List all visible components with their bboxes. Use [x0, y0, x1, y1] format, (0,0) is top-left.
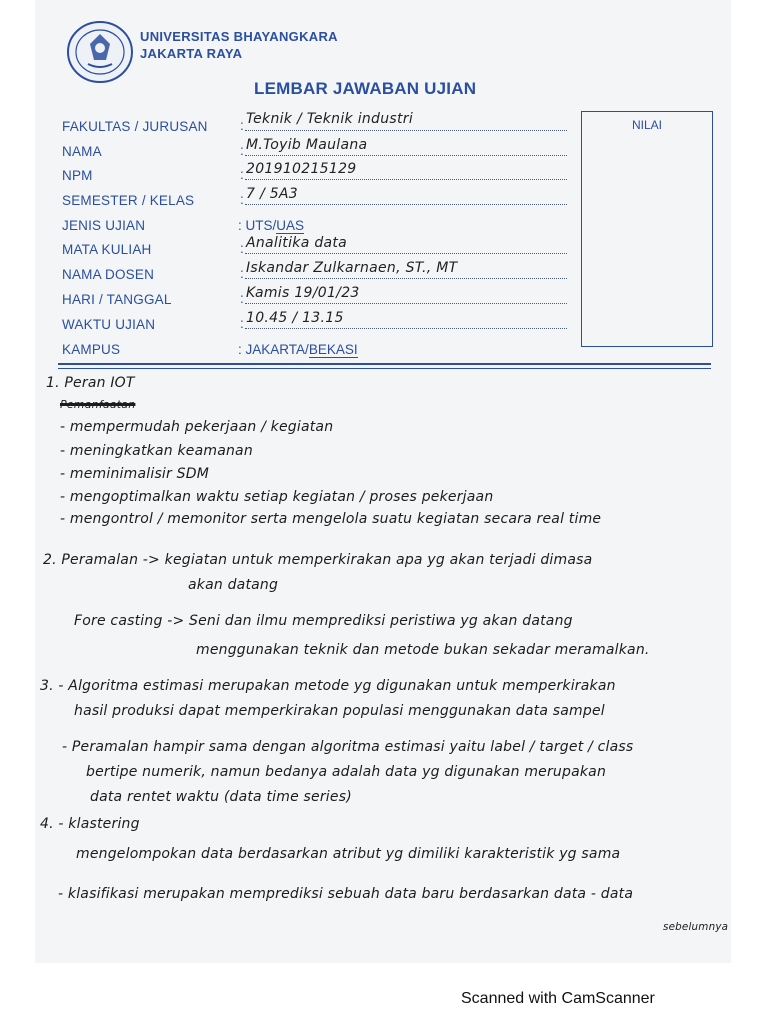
colon: : — [240, 316, 244, 331]
value-nama-dosen: Iskandar Zulkarnaen, ST., MT — [246, 260, 458, 276]
option-uts: UTS — [245, 218, 273, 233]
value-mata-kuliah: Analitika data — [246, 235, 348, 251]
label-hari-tanggal: HARI / TANGGAL — [62, 292, 172, 307]
sheet-title: LEMBAR JAWABAN UJIAN — [254, 79, 477, 98]
label-waktu-ujian: WAKTU UJIAN — [62, 317, 156, 332]
label-npm: NPM — [62, 168, 93, 183]
option-jakarta: JAKARTA — [245, 342, 306, 357]
answer-line: - klasifikasi merupakan memprediksi sebuah data baru berdasarkan data - data — [58, 886, 634, 902]
label-semester: SEMESTER / KELAS — [62, 193, 195, 208]
answer-line: akan datang — [188, 577, 279, 593]
label-kampus: KAMPUS — [62, 342, 121, 357]
answer-line: bertipe numerik, namun bedanya adalah data yg digunakan merupakan — [86, 764, 607, 780]
label-nama: NAMA — [62, 144, 102, 159]
colon: : — [240, 241, 244, 256]
answer-line: 4. - klastering — [40, 816, 140, 832]
camscanner-watermark: Scanned with CamScanner — [461, 990, 655, 1007]
dotted-line — [245, 155, 567, 156]
value-semester: 7 / 5A3 — [246, 186, 299, 202]
answer-line: - Peramalan hampir sama dengan algoritma estimasi yaitu label / target / class — [62, 739, 634, 755]
answer-line: 2. Peramalan -> kegiatan untuk memperkirakan apa yg akan terjadi dimasa — [43, 552, 593, 568]
answer-line: - mengoptimalkan waktu setiap kegiatan / proses pekerjaan — [60, 489, 494, 505]
value-hari-tanggal: Kamis 19/01/23 — [246, 285, 360, 301]
answer-line-crossed: Pemanfaatan — [60, 398, 136, 411]
dotted-line — [245, 328, 567, 329]
answer-line: 3. - Algoritma estimasi merupakan metode yg digunakan untuk memperkirakan — [40, 678, 616, 694]
answer-line: - mengontrol / memonitor serta mengelola suatu kegiatan secara real time — [60, 511, 602, 527]
label-fakultas: FAKULTAS / JURUSAN — [62, 119, 208, 134]
label-nama-dosen: NAMA DOSEN — [62, 267, 155, 282]
answer-line: Fore casting -> Seni dan ilmu memprediksi peristiwa yg akan datang — [74, 613, 573, 629]
dotted-line — [245, 179, 567, 180]
dotted-line — [245, 278, 567, 279]
label-jenis-ujian: JENIS UJIAN — [62, 218, 146, 233]
colon: : — [240, 167, 244, 182]
dotted-line — [245, 253, 567, 254]
dotted-line — [245, 204, 567, 205]
kampus-options: : JAKARTA/BEKASI — [238, 342, 358, 357]
university-logo — [66, 20, 134, 84]
option-bekasi-selected: BEKASI — [308, 342, 358, 357]
university-line1: UNIVERSITAS BHAYANGKARA — [140, 29, 338, 44]
answer-line: - meminimalisir SDM — [60, 466, 209, 482]
nilai-label: NILAI — [631, 118, 662, 132]
option-uas-selected: UAS — [276, 218, 305, 233]
dotted-line — [245, 303, 567, 304]
answer-line: data rentet waktu (data time series) — [90, 789, 352, 805]
answer-line: hasil produksi dapat memperkirakan populasi menggunakan data sampel — [74, 703, 605, 719]
colon: : — [240, 192, 244, 207]
dotted-line — [245, 130, 567, 131]
answer-line: mengelompokan data berdasarkan atribut yg dimiliki karakteristik yg sama — [76, 846, 621, 862]
value-npm: 201910215129 — [246, 161, 357, 177]
answer-line: - meningkatkan keamanan — [60, 443, 253, 459]
value-waktu-ujian: 10.45 / 13.15 — [246, 310, 344, 326]
university-name — [140, 28, 338, 62]
nilai-box — [581, 111, 713, 347]
colon: : — [240, 291, 244, 306]
answer-line: sebelumnya — [663, 920, 729, 933]
value-fakultas: Teknik / Teknik industri — [246, 111, 414, 127]
answer-line: - mempermudah pekerjaan / kegiatan — [60, 419, 334, 435]
colon: : — [240, 118, 244, 133]
label-mata-kuliah: MATA KULIAH — [62, 242, 152, 257]
university-line2: JAKARTA RAYA — [140, 46, 243, 61]
answer-line: 1. Peran IOT — [46, 375, 135, 391]
divider — [58, 363, 711, 365]
colon: : — [240, 266, 244, 281]
jenis-ujian-options: : UTS/UAS — [238, 218, 305, 233]
divider — [58, 368, 711, 369]
colon: : — [240, 143, 244, 158]
answer-line: menggunakan teknik dan metode bukan sekadar meramalkan. — [196, 642, 650, 658]
value-nama: M.Toyib Maulana — [246, 137, 368, 153]
